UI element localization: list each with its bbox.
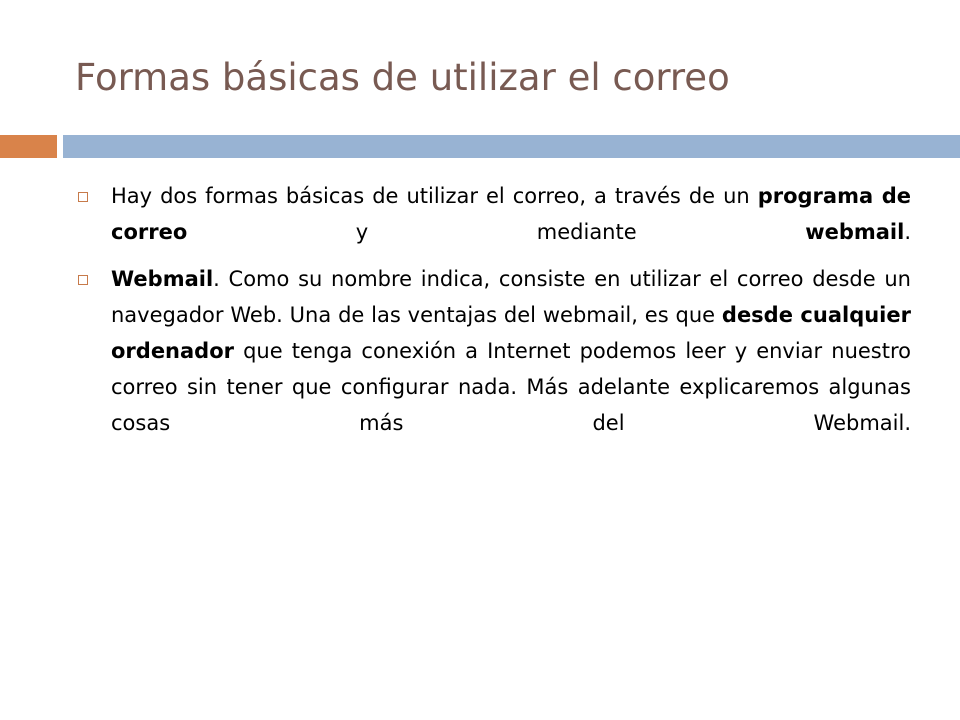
bullet-list (75, 178, 911, 452)
square-bullet-icon (78, 275, 88, 285)
bullet-bold-segment: desde cualquier ordenador (111, 303, 911, 363)
square-bullet-icon (78, 192, 88, 202)
bullet-bold-segment: Webmail (111, 267, 214, 291)
slide-title: Formas básicas de utilizar el correo (75, 56, 730, 99)
title-accent-bar (0, 135, 57, 158)
bullet-segment: y mediante (187, 220, 806, 244)
bullet-text (111, 267, 911, 435)
bullet-bold-segment: webmail (805, 220, 905, 244)
title-underline-bar (63, 135, 960, 158)
bullet-segment: que tenga conexión a Internet podemos leer y enviar nuestro correo sin tener que configurar nada. Más adelante explicaremos algunas cosas más del Webmail. (111, 339, 911, 435)
bullet-segment: . (904, 220, 911, 244)
bullet-bold-segment: programa de correo (111, 184, 912, 244)
bullet-text (111, 184, 911, 244)
bullet-segment: Hay dos formas básicas de utilizar el correo, a través de un (111, 184, 758, 208)
bullet-segment: . Como su nombre indica, consiste en utilizar el correo desde un navegador Web. Una de las ventajas del webmail, es que (111, 267, 911, 327)
bullet-item (75, 261, 911, 441)
bullet-item (75, 178, 911, 250)
